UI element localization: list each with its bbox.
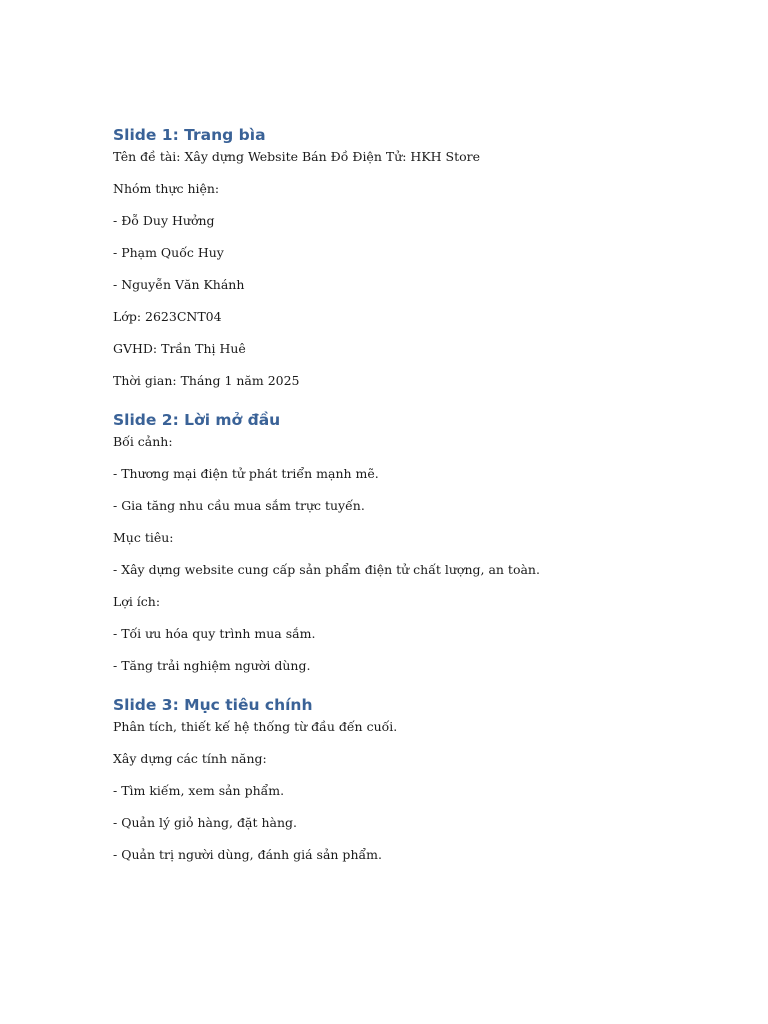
slide-1-section (113, 124, 693, 392)
team-member-1: - Đỗ Duy Hưởng (113, 213, 215, 228)
instructor-line: GVHD: Trần Thị Huê (113, 341, 246, 356)
slide-3-section (113, 694, 693, 866)
project-title-line: Tên đề tài: Xây dựng Website Bán Đồ Điện Tử: HKH Store (113, 149, 481, 164)
feature-item-1: - Tìm kiếm, xem sản phẩm. (113, 783, 285, 798)
benefit-item-2: - Tăng trải nghiệm người dùng. (113, 658, 311, 673)
slide-2-section (113, 409, 693, 677)
context-item-2: - Gia tăng nhu cầu mua sắm trực tuyến. (113, 498, 365, 513)
document-body (113, 124, 693, 866)
goal-label: Mục tiêu: (113, 530, 174, 545)
analysis-line: Phân tích, thiết kế hệ thống từ đầu đến cuối. (113, 719, 398, 734)
feature-item-2: - Quản lý giỏ hàng, đặt hàng. (113, 815, 297, 830)
slide-2-heading: Slide 2: Lời mở đầu (113, 411, 281, 429)
team-member-2: - Phạm Quốc Huy (113, 245, 224, 260)
context-item-1: - Thương mại điện tử phát triển mạnh mẽ. (113, 466, 379, 481)
benefit-label: Lợi ích: (113, 594, 161, 609)
date-line: Thời gian: Tháng 1 năm 2025 (113, 373, 300, 388)
goal-item-1: - Xây dựng website cung cấp sản phẩm điện tử chất lượng, an toàn. (113, 562, 540, 577)
team-member-3: - Nguyễn Văn Khánh (113, 277, 245, 292)
features-label: Xây dựng các tính năng: (113, 751, 267, 766)
slide-3-heading: Slide 3: Mục tiêu chính (113, 696, 313, 714)
benefit-item-1: - Tối ưu hóa quy trình mua sắm. (113, 626, 316, 641)
class-line: Lớp: 2623CNT04 (113, 309, 222, 324)
slide-1-heading: Slide 1: Trang bìa (113, 126, 266, 144)
feature-item-3: - Quản trị người dùng, đánh giá sản phẩm. (113, 847, 382, 862)
context-label: Bối cảnh: (113, 434, 173, 449)
team-label: Nhóm thực hiện: (113, 181, 220, 196)
